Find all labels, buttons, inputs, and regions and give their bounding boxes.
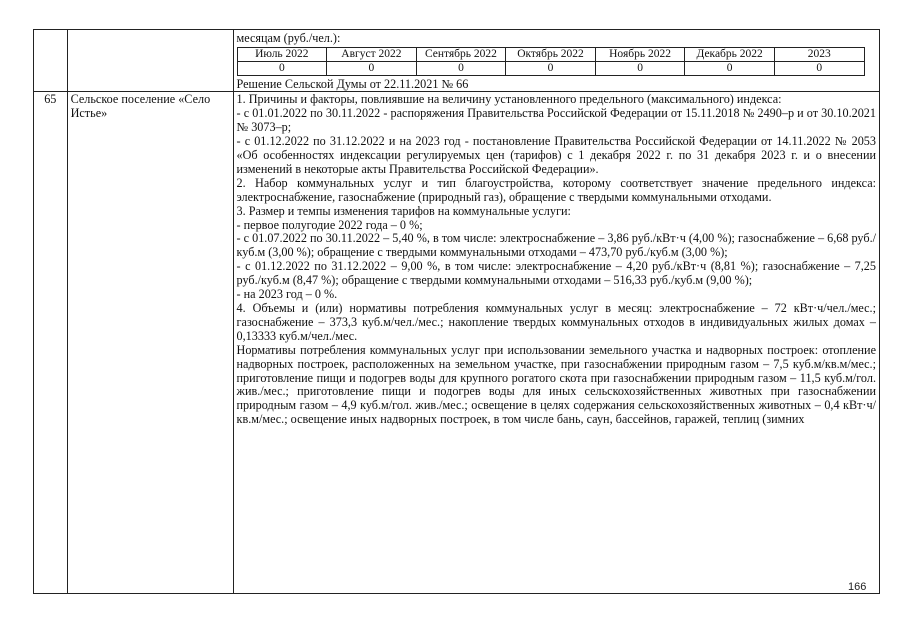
paragraph: - с 01.01.2022 по 30.11.2022 - распоряжения Правительства Российской Федерации от 15.11.2018 № 2490–р и от 30.10.2021 № 3073–р; <box>236 106 876 135</box>
tariff-table <box>33 29 880 594</box>
paragraph: - с 01.07.2022 по 30.11.2022 – 5,40 %, в том числе: электроснабжение – 3,86 руб./кВт·ч (4,00 %); газоснабжение – 6,68 руб./куб.м (3,00 %); обращение с твердыми коммунальными отходами – 473,70 руб./куб.м (3,00 %); <box>236 231 876 260</box>
month-value: 0 <box>685 61 775 75</box>
month-header: Ноябрь 2022 <box>595 47 685 61</box>
paragraph: - первое полугодие 2022 года – 0 %; <box>236 217 423 232</box>
paragraph: Нормативы потребления коммунальных услуг при использовании земельного участка и надворных построек: отопление надворных построек, расположенных на земельном участке, при газоснабжении природным газом – 7,5 куб.м/кв.м/мес.; приготовление пищи и подогрев воды для крупного рогатого скота при газоснабжении природным газом – 11,5 куб.м/гол. жив./мес.; приготовление пищи и подогрев воды для иных сельскохозяйственных животных при газоснабжении природным газом – 4,9 куб.м/гол. жив./мес.; освещение в целях содержания сельскохозяйственных животных – 0,4 кВт·ч/кв.м/мес.; освещение иных надворных построек, в том числе бань, саун, бассейнов, гаражей, теплиц (зимних <box>236 342 876 427</box>
paragraph: 3. Размер и темпы изменения тарифов на коммунальные услуги: <box>236 203 571 218</box>
month-value-row <box>237 61 864 75</box>
month-value: 0 <box>416 61 506 75</box>
number-cell-empty <box>34 30 68 92</box>
text-cell-previous <box>233 30 879 92</box>
paragraph: - с 01.12.2022 по 31.12.2022 и на 2023 год - постановление Правительства Российской Федерации от 14.11.2022 № 2053 «Об особенностях индексации регулируемых цен (тарифов) с 1 декабря 2022 г. по 31 декабря 2023 г. и о внесении изменений в некоторые акты Правительства Российской Федерации». <box>236 134 876 176</box>
month-header: Июль 2022 <box>237 47 327 61</box>
payment-header: месяцам (руб./чел.): <box>236 31 341 45</box>
month-value: 0 <box>327 61 417 75</box>
table-row-65 <box>34 92 880 594</box>
month-header-row <box>237 47 864 61</box>
month-value: 0 <box>506 61 596 75</box>
name-cell-empty <box>67 30 233 92</box>
paragraph: 2. Набор коммунальных услуг и тип благоустройства, которому соответствует значение предельного индекса: электроснабжение, газоснабжение (природный газ), обращение с твердыми коммунальными отходами. <box>236 175 876 204</box>
month-header: Декабрь 2022 <box>685 47 775 61</box>
month-value: 0 <box>595 61 685 75</box>
month-header: 2023 <box>774 47 864 61</box>
month-header: Август 2022 <box>327 47 417 61</box>
paragraph: 1. Причины и факторы, повлиявшие на величину установленного предельного (максимального) индекса: <box>236 92 782 107</box>
table-row-previous <box>34 30 880 92</box>
month-header: Сентябрь 2022 <box>416 47 506 61</box>
monthly-payment-table <box>237 47 865 76</box>
row-details <box>233 92 879 594</box>
page-number: 166 <box>848 581 867 593</box>
paragraph: 4. Объемы и (или) нормативы потребления коммунальных услуг в месяц: электроснабжение – 72 кВт·ч/чел./мес.; газоснабжение – 373,3 куб.м/чел./мес.; накопление твердых коммунальных отходов в индивидуальных жилых домах – 0,13333 куб.м/чел./мес. <box>236 301 876 343</box>
settlement-name: Сельское поселение «Село Истье» <box>67 92 233 594</box>
month-value: 0 <box>237 61 327 75</box>
month-value: 0 <box>774 61 864 75</box>
decision-reference: Решение Сельской Думы от 22.11.2021 № 66 <box>236 76 469 91</box>
paragraph: - с 01.12.2022 по 31.12.2022 – 9,00 %, в том числе: электроснабжение – 4,20 руб./кВт·ч (8,81 %); газоснабжение – 7,25 руб./куб.м (8,47 %); обращение с твердыми коммунальными отходами – 516,33 руб./куб.м (9,00 %); <box>236 259 876 288</box>
row-number: 65 <box>34 92 68 594</box>
month-header: Октябрь 2022 <box>506 47 596 61</box>
paragraph: - на 2023 год – 0 %. <box>236 287 338 302</box>
